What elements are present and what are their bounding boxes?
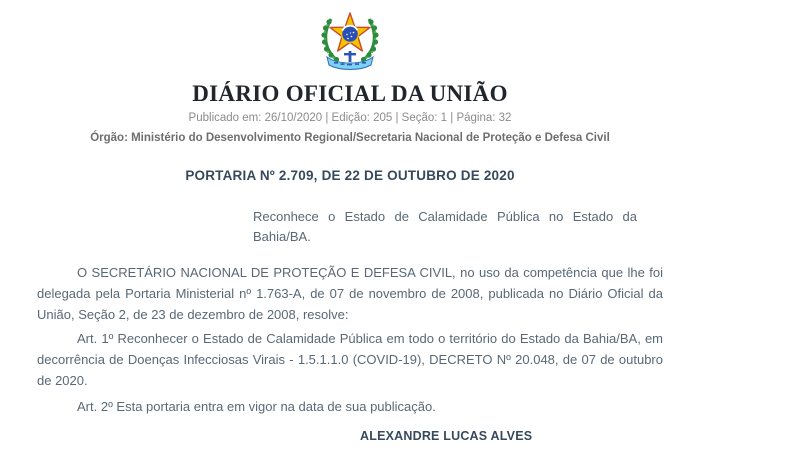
publication-meta: Publicado em: 26/10/2020 | Edição: 205 | Seção: 1 | Página: 32 bbox=[188, 112, 512, 124]
document-header bbox=[0, 0, 700, 146]
signature-name: ALEXANDRE LUCAS ALVES bbox=[360, 429, 533, 443]
act-paragraph-preamble: O SECRETÁRIO NACIONAL DE PROTEÇÃO E DEFESA CIVIL, no uso da competência que lhe foi delegada pela Portaria Ministerial nº 1.763-A, de 07 de novembro de 2008, publicada no Diário Oficial da União, Seção 2, de 23 de dezembro de 2008, resolve: bbox=[37, 265, 663, 322]
organ-line: Órgão: Ministério do Desenvolvimento Regional/Secretaria Nacional de Proteção e Defesa Civil bbox=[90, 132, 610, 144]
brazil-coat-of-arms-icon bbox=[312, 7, 388, 71]
act-summary: Reconhece o Estado de Calamidade Pública no Estado da Bahia/BA. bbox=[253, 209, 637, 244]
masthead-title: DIÁRIO OFICIAL DA UNIÃO bbox=[192, 81, 508, 106]
act-body bbox=[0, 166, 700, 445]
act-paragraph-art2: Art. 2º Esta portaria entra em vigor na data de sua publicação. bbox=[77, 399, 436, 414]
act-title: PORTARIA Nº 2.709, DE 22 DE OUTUBRO DE 2020 bbox=[185, 168, 515, 183]
act-paragraph-art1: Art. 1º Reconhecer o Estado de Calamidade Pública em todo o território do Estado da Bahia/BA, em decorrência de Doenças Infecciosas Virais - 1.5.1.1.0 (COVID-19), DECRETO Nº 20.048, de 07 de outubro de 2020. bbox=[37, 331, 663, 388]
